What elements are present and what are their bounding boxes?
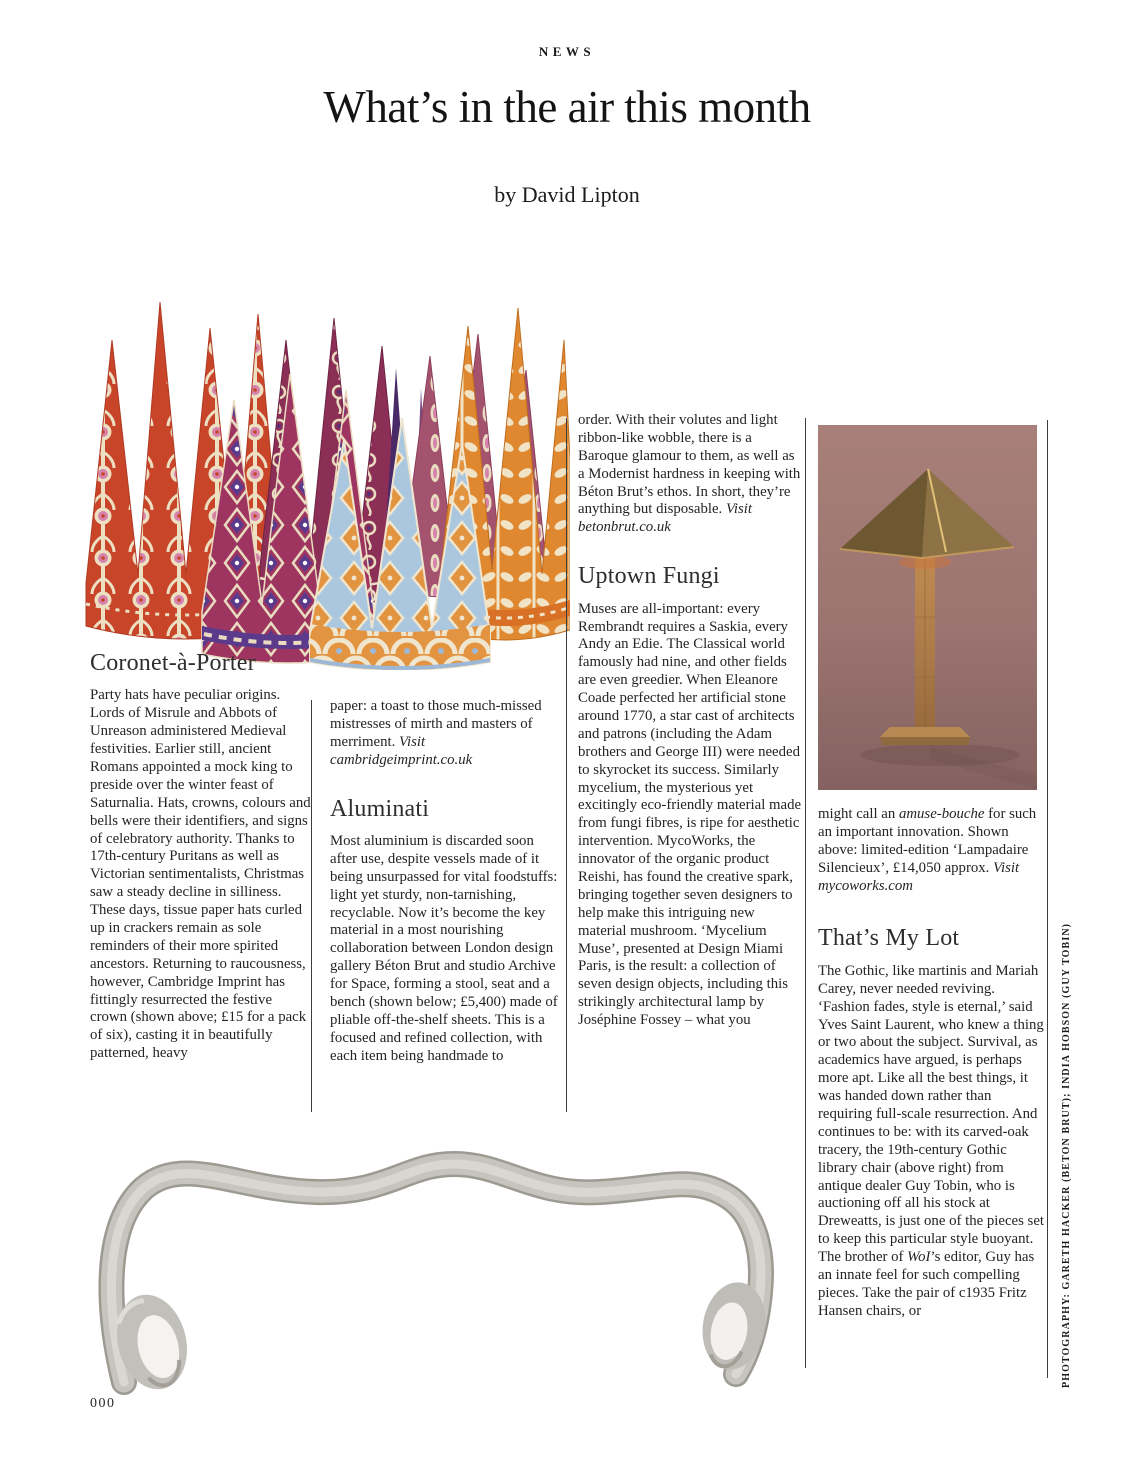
article-body-aluminati-continued: [578, 412, 802, 537]
byline: by David Lipton: [494, 182, 640, 207]
body-text: might call an: [818, 806, 899, 822]
column-2: [330, 698, 560, 1066]
visit-url-text: Visit cambridgeimprint.co.uk: [330, 733, 473, 768]
body-text: ’s editor, Guy has an innate feel for such compelling pieces. Take the pair of c1935 Fritz Hansen chairs, or: [818, 1249, 1035, 1319]
italic-text: amuse-bouche: [898, 806, 985, 822]
column-3: [578, 412, 802, 1030]
body-text: for such an important innovation. Shown above: limited-edition ‘Lampadaire Silencieux’, £14,050 approx.: [818, 806, 1037, 876]
body-text: order. With their volutes and light ribbon-like wobble, there is a Baroque glamour to them, as well as a Modernist hardness in keeping with Béton Brut’s ethos. In short, they’re anything but disposable.: [578, 412, 801, 518]
column-1: [90, 650, 312, 1063]
body-text: Muses are all-important: every Rembrandt requires a Saskia, every Andy an Edie. The Classical world famously had nine, and other fields are even greedier. When Eleanore Coade perfected her artificial stone around 1770, a star cast of architects and patrons (including the Adam brothers and George III) were needed to skyrocket its success. Similarly mycelium, the mysterious yet excitingly eco-friendly material made from fungi fibres, is ripe for aesthetic intervention. MycoWorks, the innovator of the organic product Reishi, has found the creative spark, bringing together seven designers to help make this intriguing new material mushroom. ‘Mycelium Muse’, presented at Design Miami Paris, is the result: a collection of seven design objects, including this strikingly architectural lamp by Joséphine Fossey – what you: [578, 600, 802, 1029]
bench-ribbon: [111, 1164, 761, 1382]
column-4: [818, 806, 1046, 1321]
bench-illustration: [88, 1130, 780, 1396]
lamp-caption: [818, 806, 1046, 895]
article-heading-uptown-fungi: Uptown Fungi: [578, 563, 720, 590]
article-body-thats-my-lot: [818, 963, 1046, 1321]
italic-text: WoI: [907, 1249, 931, 1266]
article-body-aluminati: [330, 833, 560, 1066]
lamp-illustration: [818, 425, 1037, 790]
section-kicker: NEWS: [538, 44, 596, 59]
page-number: 000: [90, 1396, 116, 1411]
lamp-photo: [818, 425, 1037, 790]
page-title: What’s in the air this month: [323, 82, 811, 132]
lamp-base: [880, 727, 970, 745]
visit-url-text: Visit mycoworks.com: [818, 859, 1020, 894]
body-text: Party hats have peculiar origins. Lords of Misrule and Abbots of Unreason administered Medieval festivities. Earlier still, ancient Romans appointed a mock king to preside over the winter feast of Saturnalia. Hats, crowns, colours and bells were their identifiers, and signs of celebratory authority. Thanks to 17th-century Puritans as well as Victorian sentimentalists, Christmas saw a steady decline in silliness. These days, tissue paper hats curled up in crackers remain as sole reminders of their more spirited ancestors. Returning to raucousness, however, Cambridge Imprint has fittingly resurrected the festive crown (shown above; £15 for a pack of six), casting it in beautifully patterned, heavy: [90, 687, 311, 1062]
photography-credit: PHOTOGRAPHY: GARETH HACKER (BETON BRUT); INDIA HOBSON (GUY TOBIN): [1061, 922, 1072, 1388]
article-body-coronet-continued: [330, 698, 560, 770]
body-text: The Gothic, like martinis and Mariah Carey, never needed reviving. ‘Fashion fades, style is eternal,’ said Yves Saint Laurent, who knew a thing or two about the subject. Survival, as academics have argued, is perhaps more apt. Like all the best things, it was handed down rather than requiring full-scale resurrection. And continues to be: with its carved-oak tracery, the 19th-century Gothic library chair (above right) from antique dealer Guy Tobin, who is auctioning off all his stock at Dreweatts, is just one of the pieces set to keep this particular style buoyant. The brother of: [818, 962, 1044, 1266]
article-heading-thats-my-lot: That’s My Lot: [818, 925, 960, 952]
column-divider: [566, 418, 567, 1112]
bench-photo: [88, 1130, 780, 1396]
article-body-coronet: [90, 687, 312, 1063]
column-divider: [1047, 420, 1048, 1378]
column-divider: [805, 418, 806, 1368]
crowns-photo: [84, 278, 570, 670]
body-text: paper: a toast to those much-missed mistresses of mirth and masters of merriment.: [330, 698, 542, 750]
crowns-illustration: [84, 278, 570, 670]
visit-url-text: Visit betonbrut.co.uk: [578, 501, 753, 536]
article-heading-aluminati: Aluminati: [330, 795, 430, 822]
article-heading-coronet: Coronet-à-Porter: [90, 650, 256, 676]
article-body-uptown-fungi: [578, 601, 802, 1030]
lamp-floor-shadow: [860, 744, 1020, 766]
body-text: Most aluminium is discarded soon after use, despite vessels made of it being unsurpassed for vital foodstuffs: light yet sturdy, non-tarnishing, recyclable. Now it’s become the key material in a most nourishing collaboration between London design gallery Béton Brut and studio Archive for Space, forming a stool, seat and a bench (shown below; £5,400) made of pliable off-the-shelf sheets. This is a focused and refined collection, with each item being handmade to: [330, 832, 558, 1064]
